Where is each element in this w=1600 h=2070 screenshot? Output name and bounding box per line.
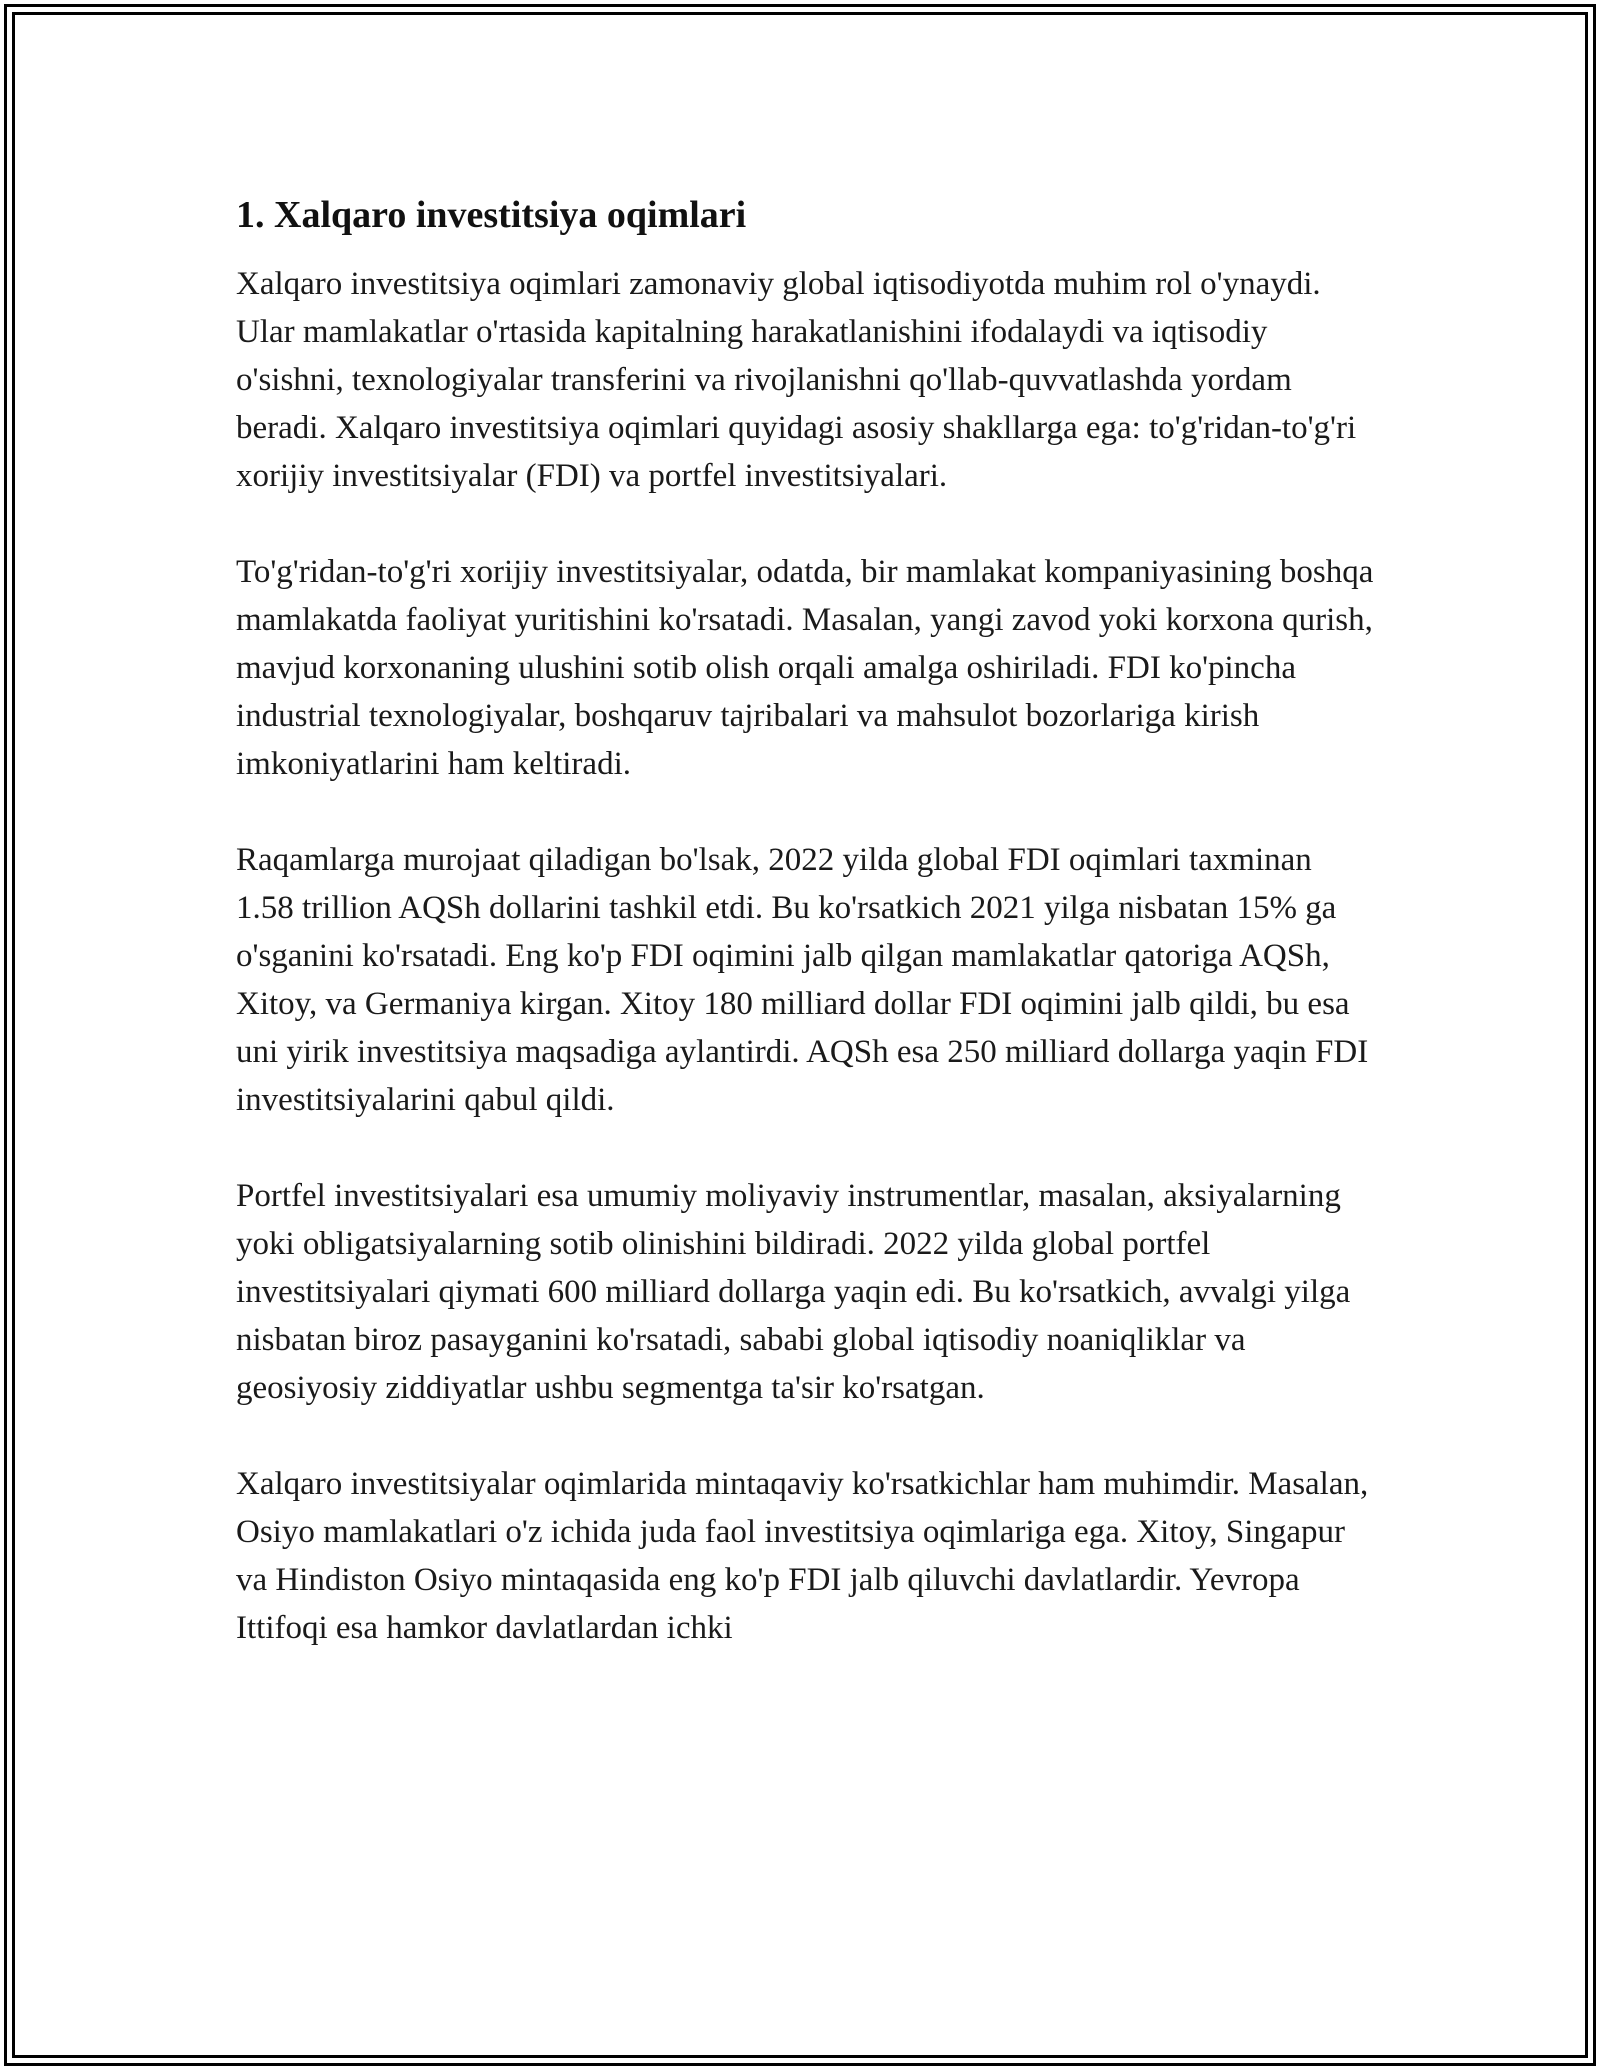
- document-body: [236, 190, 1376, 1700]
- paragraph-fdi-definition: To'g'ridan-to'g'ri xorijiy investitsiyalar, odatda, bir mamlakat kompaniyasining boshqa mamlakatda faoliyat yuritishini ko'rsatadi. Masalan, yangi zavod yoki korxona qurish, mavjud korxonaning ulushini sotib olish orqali amalga oshiriladi. FDI ko'pincha industrial texnologiyalar, boshqaruv tajribalari va mahsulot bozorlariga kirish imkoniyatlarini ham keltiradi.: [236, 554, 1374, 782]
- section-heading: 1. Xalqaro investitsiya oqimlari: [236, 194, 747, 236]
- paragraph-intro: Xalqaro investitsiya oqimlari zamonaviy global iqtisodiyotda muhim rol o'ynaydi. Ular mamlakatlar o'rtasida kapitalning harakatlanishini ifodalaydi va iqtisodiy o'sishni, texnologiyalar transferini va rivojlanishni qo'llab-quvvatlashda yordam beradi. Xalqaro investitsiya oqimlari quyidagi asosiy shakllarga ega: to'g'ridan-to'g'ri xorijiy investitsiyalar (FDI) va portfel investitsiyalari.: [236, 266, 1357, 494]
- paragraph-fdi-figures: Raqamlarga murojaat qiladigan bo'lsak, 2022 yilda global FDI oqimlari taxminan 1.58 trillion AQSh dollarini tashkil etdi. Bu ko'rsatkich 2021 yilga nisbatan 15% ga o'sganini ko'rsatadi. Eng ko'p FDI oqimini jalb qilgan mamlakatlar qatoriga AQSh, Xitoy, va Germaniya kirgan. Xitoy 180 milliard dollar FDI oqimini jalb qildi, bu esa uni yirik investitsiya maqsadiga aylantirdi. AQSh esa 250 milliard dollarga yaqin FDI investitsiyalarini qabul qildi.: [236, 842, 1369, 1118]
- paragraph-portfolio-investments: Portfel investitsiyalari esa umumiy moliyaviy instrumentlar, masalan, aksiyalarning yoki obligatsiyalarning sotib olinishini bildiradi. 2022 yilda global portfel investitsiyalari qiymati 600 milliard dollarga yaqin edi. Bu ko'rsatkich, avvalgi yilga nisbatan biroz pasayganini ko'rsatadi, sababi global iqtisodiy noaniqliklar va geosiyosiy ziddiyatlar ushbu segmentga ta'sir ko'rsatgan.: [236, 1178, 1351, 1406]
- paragraph-regional-indicators: Xalqaro investitsiyalar oqimlarida mintaqaviy ko'rsatkichlar ham muhimdir. Masalan, Osiyo mamlakatlari o'z ichida juda faol investitsiya oqimlariga ega. Xitoy, Singapur va Hindiston Osiyo mintaqasida eng ko'p FDI jalb qiluvchi davlatlardir. Yevropa Ittifoqi esa hamkor davlatlardan ichki: [236, 1466, 1369, 1646]
